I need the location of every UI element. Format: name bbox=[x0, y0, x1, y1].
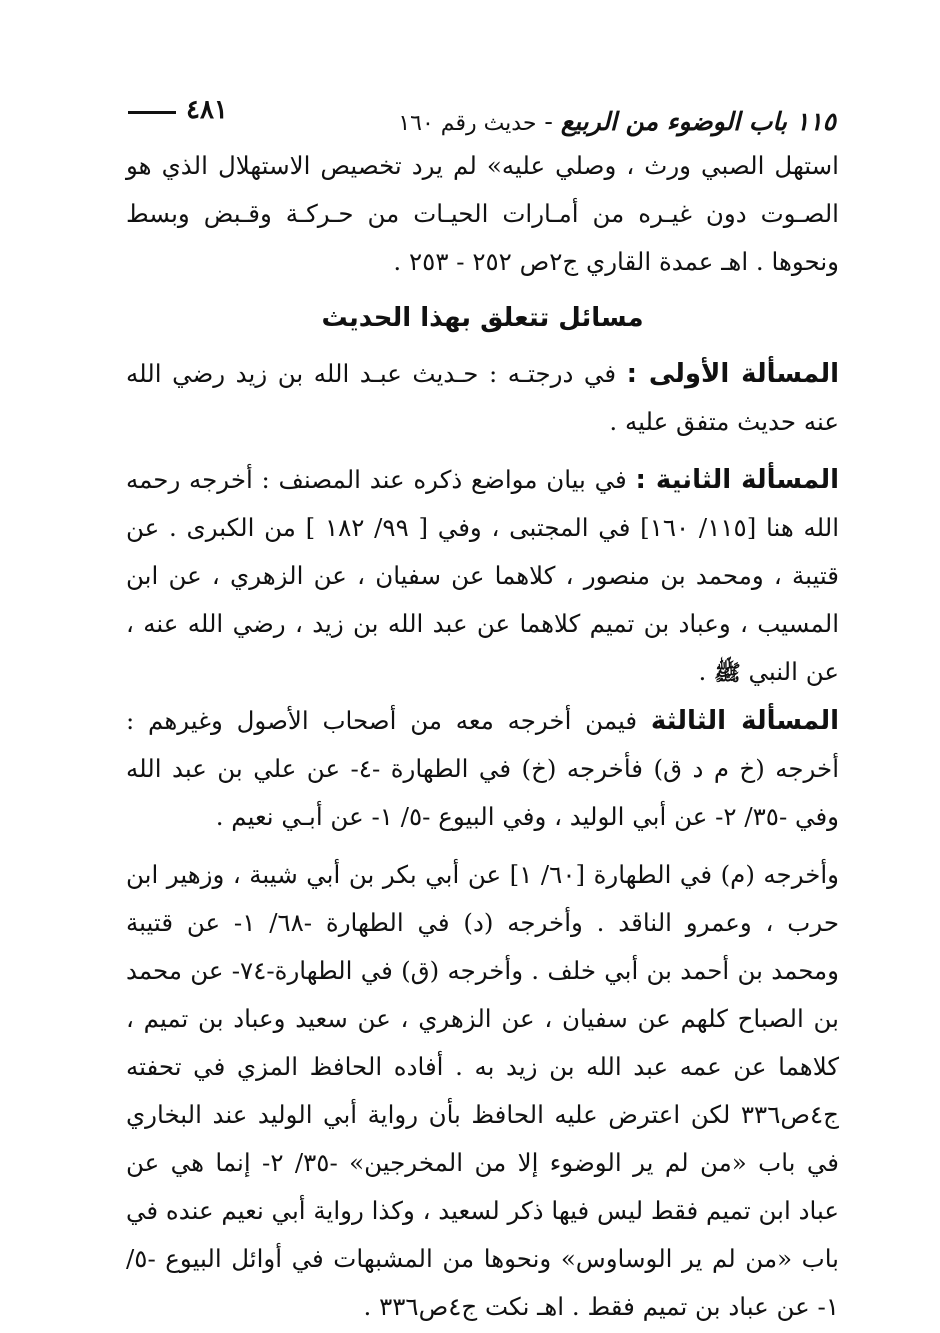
running-title bbox=[398, 108, 836, 138]
question-2-end: . bbox=[698, 657, 715, 686]
page-body bbox=[126, 142, 839, 1331]
section-heading: مسائل تتعلق بهذا الحديث bbox=[321, 303, 644, 333]
question-3 bbox=[126, 697, 839, 841]
chapter-title: ١١٥ باب الوضوء من الربيع bbox=[560, 107, 836, 136]
salutation-symbol: ﷺ bbox=[714, 660, 741, 686]
question-2 bbox=[126, 456, 839, 697]
hadith-reference: حديث رقم ١٦٠ bbox=[398, 111, 537, 136]
page-number-group bbox=[128, 97, 228, 124]
page-number: ٤٨١ bbox=[186, 95, 228, 125]
question-3-text: فيمن أخرجه معه من أصحاب الأصول وغيرهم : أخرجه (خ م د ق) فأخرجه (خ) في الطهارة -٤- عن علي بن عبد الله وفي -٣٥/ ٢- عن أبي الوليد ، وفي البيوع -٥/ ١- عن أبـي نعيم . bbox=[126, 706, 840, 831]
question-2-label: المسألة الثانية : bbox=[635, 465, 839, 495]
page-header bbox=[128, 74, 836, 136]
question-2-text: في بيان مواضع ذكره عند المصنف : أخرجه رحمه الله هنا [١١٥/ ١٦٠] في المجتبى ، وفي [ ٩٩/ ١٨٢ ] من الكبرى . عن قتيبة ، ومحمد بن منصور ، كلاهما عن سفيان ، عن الزهري ، عن ابن المسيب ، وعباد بن تميم كلاهما عن عبد الله بن زيد ، رضي الله عنه ، عن النبي bbox=[126, 465, 840, 686]
question-3-label: المسألة الثالثة bbox=[650, 706, 839, 736]
intro-paragraph: استهل الصبي ورث ، وصلي عليه» لم يرد تخصيص الاستهلال الذي هو الصـوت دون غيـره من أمـارات الحيـات من حـركـة وقـبض وبسط ونحوها . اهـ عمدة القاري ج٢ص ٢٥٢ - ٢٥٣ . bbox=[126, 151, 839, 276]
header-rule bbox=[128, 111, 176, 114]
title-separator: - bbox=[536, 107, 561, 136]
question-1-text: في درجتـه : حـديث عبـد الله بن زيد رضي الله عنه حديث متفق عليه . bbox=[126, 359, 839, 436]
paragraph-4: وأخرجه (م) في الطهارة [٦٠/ ١] عن أبي بكر بن أبي شيبة ، وزهير ابن حرب ، وعمرو الناقد . وأخرجه (د) في الطهارة -٦٨/ ١- عن قتيبة ومحمد بن أحمد بن أبي خلف . وأخرجه (ق) في الطهارة-٧٤- عن محمد بن الصباح كلهم عن سفيان ، عن الزهري ، عن سعيد وعباد بن تميم ، كلاهما عن عمه عبد الله بن زيد به . أفاده الحافظ المزي في تحفته ج٤ص٣٣٦ لكن اعترض عليه الحافظ بأن رواية أبي الوليد عند البخاري في باب «من لم ير الوضوء إلا من المخرجين» -٣٥/ ٢- إنما هي عن عباد ابن تميم فقط ليس فيها ذكر لسعيد ، وكذا رواية أبي نعيم عنده في باب «من لم ير الوساوس» ونحوها من المشبهات في أوائل البيوع -٥/ ١- عن عباد بن تميم فقط . اهـ نكت ج٤ص٣٣٦ . bbox=[126, 860, 839, 1321]
question-1-label: المسألة الأولى : bbox=[626, 359, 839, 389]
question-1 bbox=[126, 350, 839, 446]
